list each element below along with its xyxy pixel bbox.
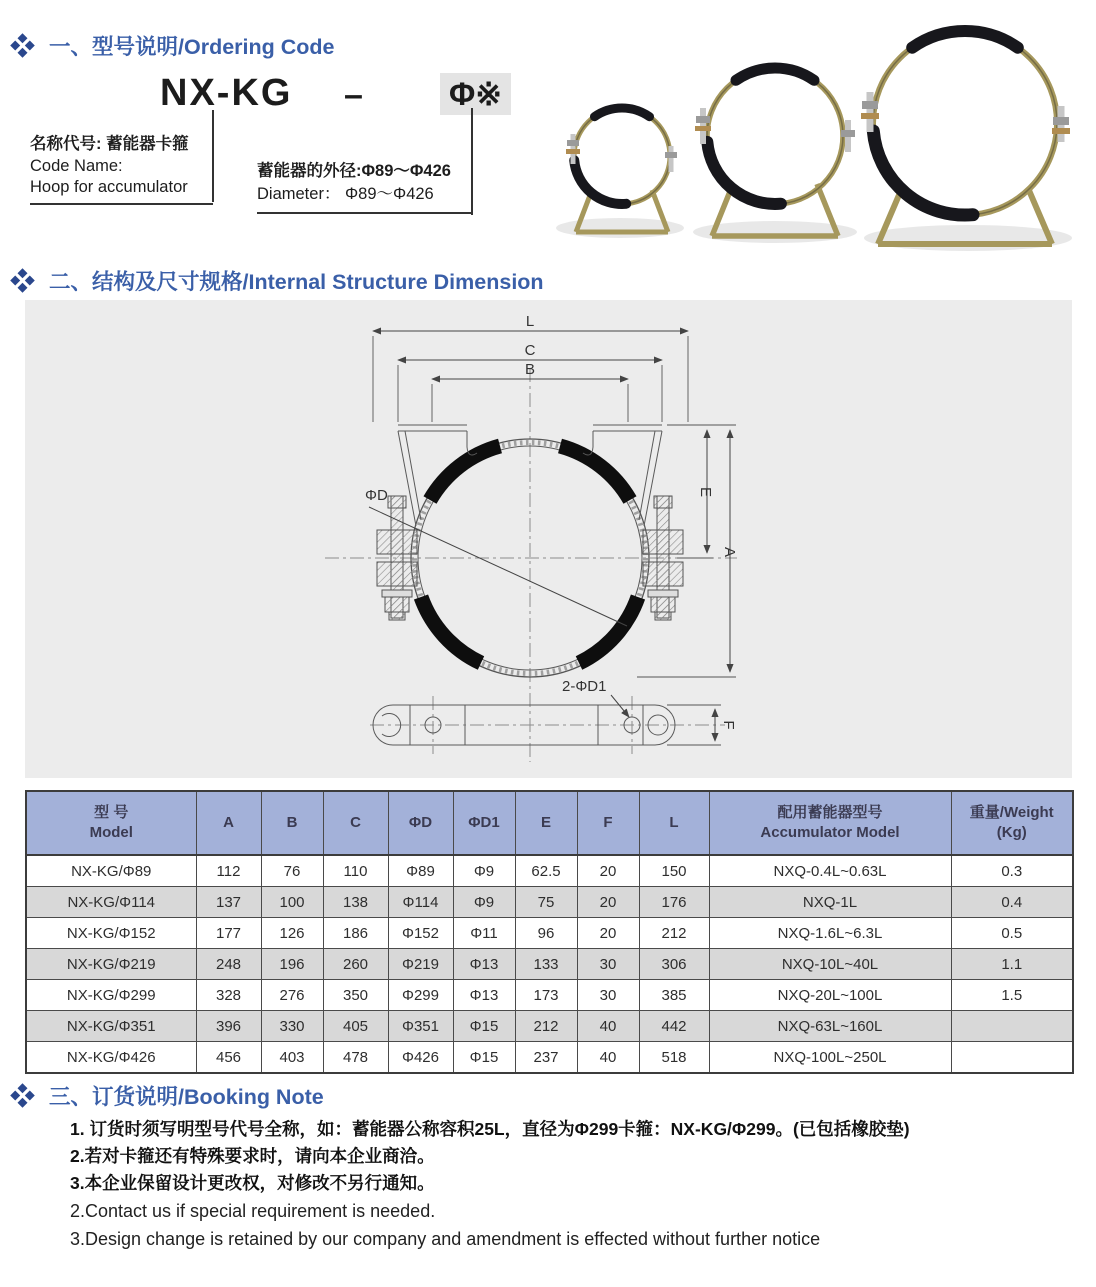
- hoop-clamp-medium: [695, 68, 855, 236]
- table-cell: 0.5: [951, 918, 1073, 949]
- section1-title: 一、型号说明/Ordering Code: [49, 35, 335, 59]
- table-cell: 112: [196, 855, 261, 887]
- table-cell: 137: [196, 887, 261, 918]
- column-header: E: [515, 791, 577, 855]
- table-cell: NXQ-1L: [709, 887, 951, 918]
- table-row: [26, 980, 1073, 1011]
- booking-notes: [70, 1116, 910, 1253]
- table-cell: NX-KG/Φ426: [26, 1042, 196, 1074]
- table-cell: 276: [261, 980, 323, 1011]
- note-line: 1. 订货时须写明型号代号全称，如：蓄能器公称容积25L，直径为Φ299卡箍：NX-KG/Φ299。(已包括橡胶垫): [70, 1119, 910, 1139]
- table-cell: 30: [577, 949, 639, 980]
- table-cell: NX-KG/Φ351: [26, 1011, 196, 1042]
- callout-line: 名称代号: 蓄能器卡箍: [30, 135, 189, 153]
- table-cell: NXQ-0.4L~0.63L: [709, 855, 951, 887]
- table-cell: 196: [261, 949, 323, 980]
- table-cell: 133: [515, 949, 577, 980]
- table-cell: 403: [261, 1042, 323, 1074]
- table-cell: Φ9: [453, 887, 515, 918]
- table-row: [26, 887, 1073, 918]
- section3-header: [10, 1080, 324, 1111]
- table-cell: Φ219: [388, 949, 453, 980]
- dim-label-E: E: [697, 486, 714, 498]
- table-cell: 173: [515, 980, 577, 1011]
- dim-label-L: L: [525, 313, 535, 330]
- table-cell: 177: [196, 918, 261, 949]
- diameter-callout: [257, 160, 473, 214]
- dim-label-A: A: [721, 546, 738, 558]
- table-row: [26, 1042, 1073, 1074]
- callout-line: 蓄能器的外径:Φ89～Φ426: [257, 162, 451, 180]
- table-row: [26, 918, 1073, 949]
- table-cell: 350: [323, 980, 388, 1011]
- column-header: C: [323, 791, 388, 855]
- table-cell: 176: [639, 887, 709, 918]
- table-cell: 328: [196, 980, 261, 1011]
- table-cell: NX-KG/Φ299: [26, 980, 196, 1011]
- table-cell: NX-KG/Φ219: [26, 949, 196, 980]
- callout-line: Code Name:: [30, 156, 123, 175]
- section-diamond-icon: [10, 33, 35, 58]
- table-cell: 0.3: [951, 855, 1073, 887]
- table-cell: 30: [577, 980, 639, 1011]
- table-cell: 138: [323, 887, 388, 918]
- column-header: 重量/Weight (Kg): [951, 791, 1073, 855]
- product-photo: [540, 18, 1096, 258]
- dim-label-phiD: ΦD: [365, 487, 388, 504]
- table-cell: Φ152: [388, 918, 453, 949]
- code-name-callout: [30, 134, 213, 205]
- table-cell: 405: [323, 1011, 388, 1042]
- table-cell: 456: [196, 1042, 261, 1074]
- table-cell: NXQ-63L~160L: [709, 1011, 951, 1042]
- table-cell: 62.5: [515, 855, 577, 887]
- table-row: [26, 1011, 1073, 1042]
- dim-label-B: B: [524, 361, 536, 378]
- table-cell: Φ11: [453, 918, 515, 949]
- table-cell: NXQ-100L~250L: [709, 1042, 951, 1074]
- note-line: 2.Contact us if special requirement is needed.: [70, 1201, 436, 1221]
- table-cell: 442: [639, 1011, 709, 1042]
- table-cell: 20: [577, 918, 639, 949]
- section-diamond-icon: [10, 268, 35, 293]
- section3-title: 三、订货说明/Booking Note: [49, 1085, 324, 1109]
- structure-drawing-panel: [25, 300, 1072, 778]
- section1-header: [10, 30, 335, 61]
- dim-label-F: F: [720, 720, 737, 730]
- note-line: 3.本企业保留设计更改权，对修改不另行通知。: [70, 1173, 435, 1193]
- table-cell: 110: [323, 855, 388, 887]
- table-row: [26, 949, 1073, 980]
- table-cell: Φ351: [388, 1011, 453, 1042]
- table-cell: 0.4: [951, 887, 1073, 918]
- table-cell: 306: [639, 949, 709, 980]
- table-cell: 237: [515, 1042, 577, 1074]
- hoop-clamp-small: [566, 108, 677, 232]
- callout-line: Diameter： Φ89～Φ426: [257, 185, 434, 203]
- table-cell: 260: [323, 949, 388, 980]
- table-cell: 1.1: [951, 949, 1073, 980]
- table-cell: 186: [323, 918, 388, 949]
- table-cell: 248: [196, 949, 261, 980]
- table-cell: [951, 1011, 1073, 1042]
- table-cell: Φ15: [453, 1011, 515, 1042]
- ordering-code: NX-KG: [160, 72, 293, 114]
- table-cell: Φ15: [453, 1042, 515, 1074]
- table-cell: 212: [639, 918, 709, 949]
- table-cell: NX-KG/Φ89: [26, 855, 196, 887]
- table-cell: Φ13: [453, 980, 515, 1011]
- section2-title: 二、结构及尺寸规格/Internal Structure Dimension: [49, 270, 544, 294]
- table-cell: 478: [323, 1042, 388, 1074]
- note-line: 3.Design change is retained by our company and amendment is effected without further notice: [70, 1229, 821, 1249]
- table-cell: NX-KG/Φ114: [26, 887, 196, 918]
- table-cell: Φ426: [388, 1042, 453, 1074]
- table-cell: 518: [639, 1042, 709, 1074]
- table-cell: 20: [577, 887, 639, 918]
- table-cell: NXQ-1.6L~6.3L: [709, 918, 951, 949]
- table-cell: 76: [261, 855, 323, 887]
- column-header: A: [196, 791, 261, 855]
- table-cell: 126: [261, 918, 323, 949]
- table-row: [26, 855, 1073, 887]
- table-cell: 212: [515, 1011, 577, 1042]
- ordering-code-dash: –: [344, 76, 363, 114]
- table-cell: 20: [577, 855, 639, 887]
- note-line: 2.若对卡箍还有特殊要求时，请向本企业商洽。: [70, 1146, 435, 1166]
- column-header: L: [639, 791, 709, 855]
- table-cell: NX-KG/Φ152: [26, 918, 196, 949]
- callout-line: Hoop for accumulator: [30, 178, 188, 196]
- column-header: ΦD1: [453, 791, 515, 855]
- column-header: ΦD: [388, 791, 453, 855]
- column-header: 配用蓄能器型号 Accumulator Model: [709, 791, 951, 855]
- structure-drawing: [25, 300, 1072, 778]
- table-cell: 40: [577, 1011, 639, 1042]
- spec-table: [25, 790, 1074, 1074]
- table-cell: Φ89: [388, 855, 453, 887]
- table-cell: 75: [515, 887, 577, 918]
- table-cell: Φ299: [388, 980, 453, 1011]
- ordering-code-suffix: Φ※: [440, 73, 511, 115]
- dim-label-C: C: [524, 342, 536, 359]
- dimension-lines: [365, 313, 738, 745]
- table-cell: Φ114: [388, 887, 453, 918]
- hoop-clamp-large: [861, 31, 1070, 244]
- section2-header: [10, 265, 544, 296]
- table-cell: NXQ-10L~40L: [709, 949, 951, 980]
- table-cell: Φ13: [453, 949, 515, 980]
- table-cell: 396: [196, 1011, 261, 1042]
- table-cell: 40: [577, 1042, 639, 1074]
- table-cell: 150: [639, 855, 709, 887]
- table-cell: 96: [515, 918, 577, 949]
- column-header: 型 号 Model: [26, 791, 196, 855]
- table-cell: 385: [639, 980, 709, 1011]
- column-header: B: [261, 791, 323, 855]
- column-header: F: [577, 791, 639, 855]
- table-cell: Φ9: [453, 855, 515, 887]
- dim-label-holes: 2-ΦD1: [562, 678, 607, 695]
- table-cell: 1.5: [951, 980, 1073, 1011]
- table-cell: NXQ-20L~100L: [709, 980, 951, 1011]
- table-cell: 100: [261, 887, 323, 918]
- table-cell: 330: [261, 1011, 323, 1042]
- section-diamond-icon: [10, 1083, 35, 1108]
- table-cell: [951, 1042, 1073, 1074]
